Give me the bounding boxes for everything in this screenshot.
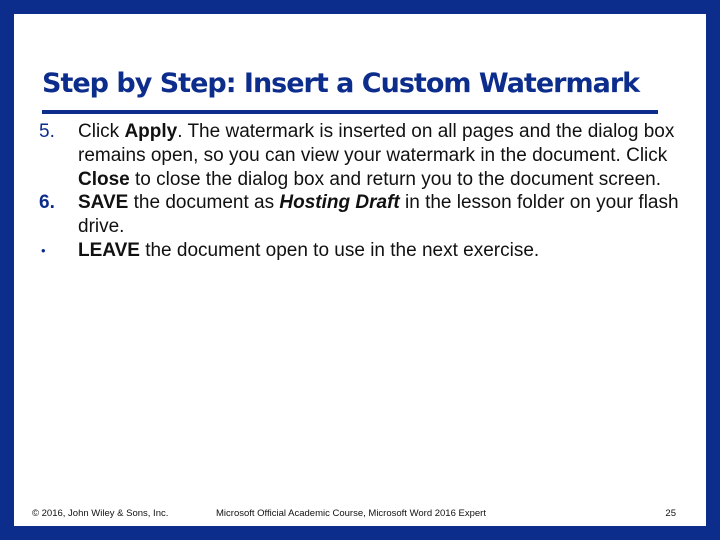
step-5-apply: Apply [124,121,178,142]
step-5-close: Close [78,168,130,190]
step-5-text-3: to close the dialog box and return you to the document screen. [129,168,662,190]
footer-course: Microsoft Official Academic Course, Microsoft Word 2016 Expert [216,508,486,519]
step-5-number: 5. [39,121,55,142]
step-6 [38,191,698,239]
slide [14,14,706,526]
bullet-leave-keyword: LEAVE [78,239,140,261]
step-6-save: SAVE [78,192,129,214]
title-underline [42,110,658,114]
bullet-icon: • [41,242,46,258]
step-5 [38,120,698,191]
slide-title: Step by Step: Insert a Custom Watermark [42,68,640,99]
footer-page-number: 25 [665,508,676,519]
step-5-text-2: . The watermark is inserted on all pages and the dialog box remains open, so you can view your watermark in the document. Click [78,121,675,166]
step-5-text-1: Click [78,121,125,142]
bullet-leave [38,239,698,263]
step-6-filename: Hosting Draft [279,192,400,214]
footer-copyright: © 2016, John Wiley & Sons, Inc. [32,508,169,519]
step-6-number: 6. [39,192,55,214]
step-6-text-2: in the lesson folder on your flash drive. [78,192,679,238]
slide-body [38,120,698,263]
step-6-text-1: the document as [128,192,280,214]
bullet-leave-text: the document open to use in the next exercise. [139,239,540,261]
